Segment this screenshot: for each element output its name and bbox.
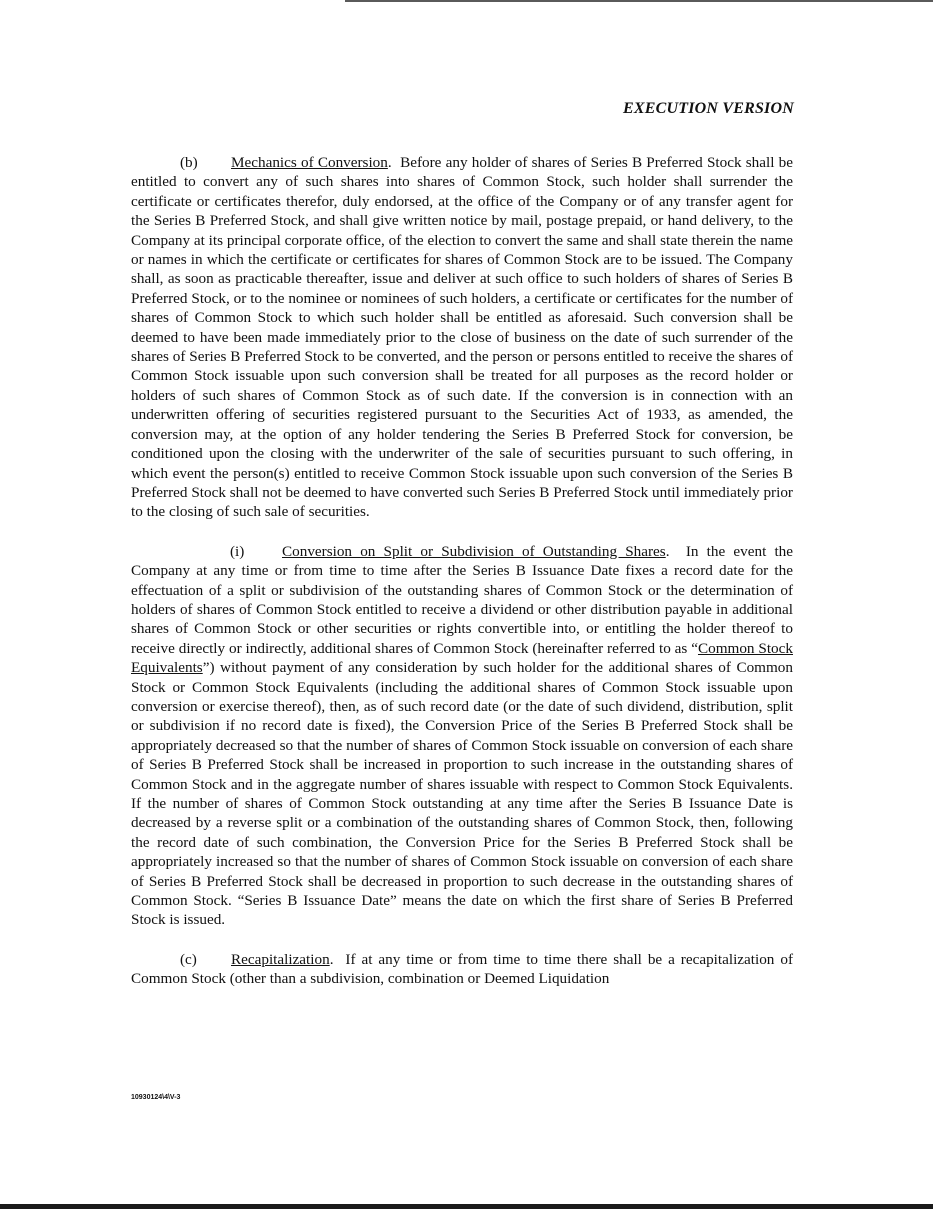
paragraph-b: [131, 153, 793, 522]
footer-document-id: 10930124\4\V-3: [131, 1094, 181, 1101]
paragraph-b-text: Before any holder of shares of Series B Preferred Stock shall be entitled to convert any of such shares into shares of Common Stock, such holder shall surrender the certificate or certificates therefor, duly endorsed, at the office of the Company or of any transfer agent for the Series B Preferred Stock, and shall give written notice by mail, postage prepaid, or hand delivery, to the Company at its principal corporate office, of the election to convert the same and shall state therein the name or names in which the certificate or certificates for shares of Common Stock are to be issued. The Company shall, as soon as practicable thereafter, issue and deliver at such office to such holders of shares of Series B Preferred Stock, or to the nominee or nominees of such holders, a certificate or certificates for the number of shares of Common Stock to which such holder shall be entitled as aforesaid. Such conversion shall be deemed to have been made immediately prior to the close of business on the date of such surrender of the shares of Series B Preferred Stock to be converted, and the person or persons entitled to receive the shares of Common Stock issuable upon such conversion shall be treated for all purposes as the record holder or holders of such shares of Common Stock as of such date. If the conversion is in connection with an underwritten offering of securities registered pursuant to the Securities Act of 1933, as amended, the conversion may, at the option of any holder tendering the Series B Preferred Stock for conversion, be conditioned upon the closing with the underwriter of the sale of securities pursuant to such offering, in which event the person(s) entitled to receive Common Stock issuable upon such conversion of the Series B Preferred Stock shall not be deemed to have converted such Series B Preferred Stock until immediately prior to the closing of such sale of securities.: [131, 154, 793, 521]
paragraph-b-marker: (b): [180, 154, 198, 171]
paragraph-i-text-before-term: In the event the Company at any time or from time to time after the Series B Issuance Date fixes a record date for the effectuation of a split or subdivision of the outstanding shares of Common Stock or the determination of holders of shares of Common Stock entitled to receive a dividend or other distribution payable in additional shares of Common Stock or other securities or rights convertible into, or entitling the holder thereof to receive directly or indirectly, additional shares of Common Stock (hereinafter referred to as “: [131, 542, 794, 657]
paragraph-i-text-after-term: ”) without payment of any consideration by such holder for the additional shares of Common Stock or Common Stock Equivalents (including the additional shares of Common Stock issuable upon conversion or exercise thereof), then, as of such record date (or the date of such dividend, distribution, split or subdivision if no record date is fixed), the Conversion Price of the Series B Preferred Stock shall be appropriately decreased so that the number of shares of Common Stock issuable on conversion of each share of Series B Preferred Stock shall be increased in proportion to such increase in the outstanding shares of Common Stock and in the aggregate number of shares issuable with respect to Common Stock Equivalents. If the number of shares of Common Stock outstanding at any time after the Series B Issuance Date is decreased by a reverse split or a combination of the outstanding shares of Common Stock, then, following the record date of such combination, the Conversion Price for the Series B Preferred Stock shall be appropriately increased so that the number of shares of Common Stock issuable on conversion of each share of Series B Preferred Stock shall be decreased in proportion to such decrease in the outstanding shares of Common Stock. “Series B Issuance Date” means the date on which the first share of Series B Preferred Stock is issued.: [131, 659, 793, 929]
paragraph-b-heading: Mechanics of Conversion: [231, 154, 388, 171]
paragraph-b-heading-end: .: [387, 154, 392, 171]
bottom-scan-edge: [0, 1204, 933, 1209]
document-body: [131, 153, 793, 1009]
defined-term-common-stock-equivalents: Common Stock Equivalents: [131, 639, 793, 677]
paragraph-c: [131, 950, 793, 989]
paragraph-c-heading-end: .: [329, 950, 334, 968]
paragraph-c-text: If at any time or from time to time there shall be a recapitalization of Common Stock (other than a subdivision, combination or Deemed Liquidation: [131, 950, 794, 988]
paragraph-c-heading: Recapitalization: [231, 950, 330, 968]
paragraph-c-marker: (c): [180, 950, 197, 968]
execution-version-header: EXECUTION VERSION: [622, 100, 794, 117]
top-scan-edge: [345, 0, 933, 2]
paragraph-i: [131, 542, 793, 930]
paragraph-i-heading: Conversion on Split or Subdivision of Outstanding Shares: [282, 542, 666, 560]
paragraph-i-marker: (i): [230, 542, 245, 560]
paragraph-i-heading-end: .: [665, 542, 670, 560]
